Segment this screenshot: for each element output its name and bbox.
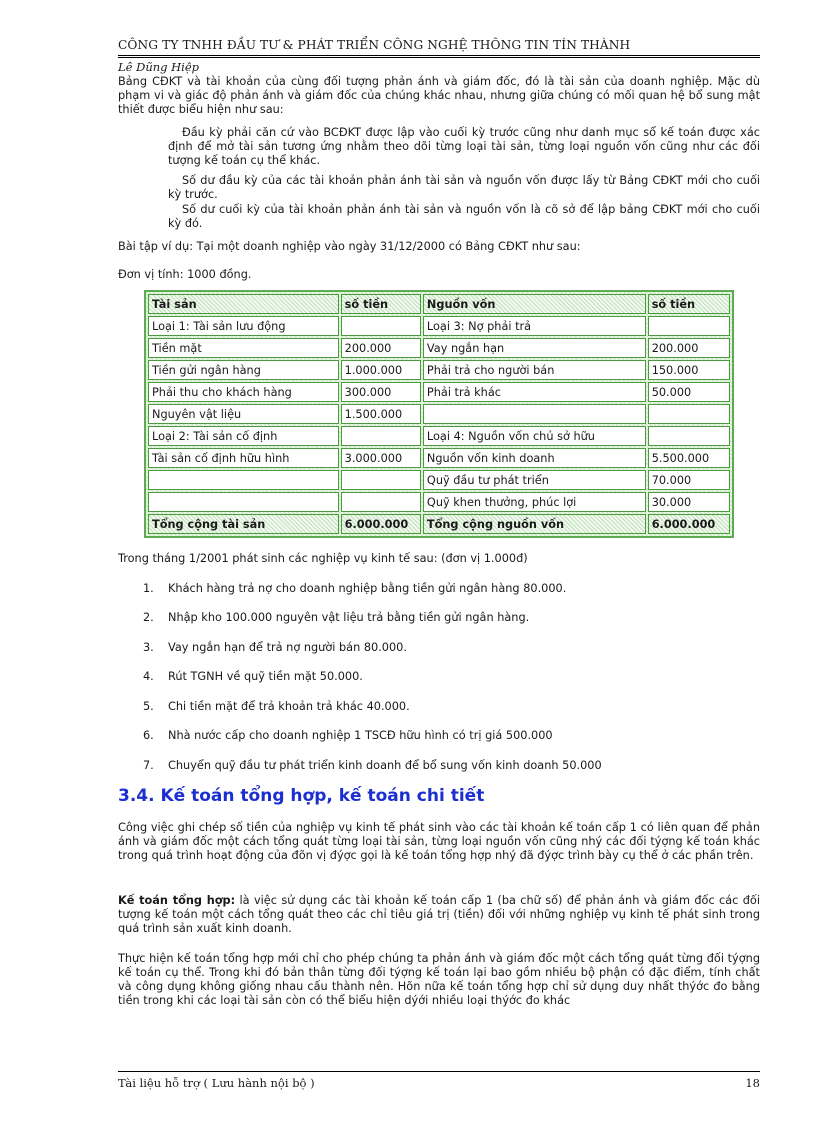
list-item [143, 729, 553, 743]
list-item [143, 700, 410, 714]
transactions-intro: Trong tháng 1/2001 phát sinh các nghiệp vụ kinh tế sau: (đơn vị 1.000đ) [118, 552, 528, 565]
list-item-number: 3. [143, 641, 154, 654]
header-cell: số tiền [648, 294, 730, 314]
list-item-number: 5. [143, 700, 154, 713]
header-cell: Nguồn vốn [423, 294, 646, 314]
list-item [143, 611, 529, 625]
table-cell [341, 492, 421, 512]
table-cell [341, 470, 421, 490]
table-cell: Phải thu cho khách hàng [148, 382, 339, 402]
table-cell: Phải trả cho người bán [423, 360, 646, 380]
table-header-row [148, 294, 730, 314]
page-number: 18 [745, 1076, 760, 1090]
table-row [148, 448, 730, 468]
table-cell: 300.000 [341, 382, 421, 402]
table-row [148, 338, 730, 358]
table-cell [648, 316, 730, 336]
list-item-text: Nhà nước cấp cho doanh nghiệp 1 TSCĐ hữu hình có trị giá 500.000 [168, 729, 553, 742]
table-cell: Tiền mặt [148, 338, 339, 358]
table-cell: 70.000 [648, 470, 730, 490]
list-item-text: Vay ngắn hạn để trả nợ người bán 80.000. [168, 641, 407, 654]
table-cell [423, 404, 646, 424]
total-cell: Tổng cộng tài sản [148, 514, 339, 534]
table-row [148, 470, 730, 490]
header-rule [118, 55, 760, 58]
table-cell [648, 404, 730, 424]
list-item-text: Chuyển quỹ đầu tư phát triển kinh doanh để bổ sung vốn kinh doanh 50.000 [168, 759, 602, 772]
table-cell: 1.000.000 [341, 360, 421, 380]
page-footer [118, 1076, 760, 1090]
section-paragraph-2-term: Kế toán tổng hợp: [118, 894, 236, 907]
section-paragraph-2-text: là việc sử dụng các tài khoản kế toán cấp 1 (ba chữ số) để phản ánh và giám đốc các đối tượng kế toán một cách tổng quát theo các chỉ tiêu giá trị (tiền) đối với những nghiệp vụ kinh tế phát sinh trong quá trình sản xuất kinh doanh. [118, 894, 760, 935]
example-intro: Bài tập ví dụ: Tại một doanh nghiệp vào ngày 31/12/2000 có Bảng CĐKT như sau: [118, 240, 581, 253]
table-total-row [148, 514, 730, 534]
relation-item-1-text: Đầu kỳ phải căn cứ vào BCĐKT được lập vào cuối kỳ trước cũng như danh mục sổ kế toán được xác định để mở tài sản tương ứng nhằm theo dõi từng loại tài sản, từng loại nguồn vốn cũng như các đối tượng kế toán cụ thể khác. [168, 126, 760, 167]
table-cell: Loại 2: Tài sản cố định [148, 426, 339, 446]
section-paragraph-2 [118, 894, 760, 936]
table-cell: Tài sản cố định hữu hình [148, 448, 339, 468]
relation-item-1 [168, 126, 760, 168]
table-cell: 200.000 [648, 338, 730, 358]
intro-paragraph: Bảng CĐKT và tài khoản của cùng đối tượng phản ánh và giám đốc, đó là tài sản của doanh nghiệp. Mặc dù phạm vi và giác độ phản ánh và giám đốc của chúng khác nhau, nhưng giữa chúng có mối quan hệ bổ sung mật thiết được biểu hiện như sau: [118, 75, 760, 116]
table-cell: 3.000.000 [341, 448, 421, 468]
author-name: Lê Dũng Hiệp [118, 60, 200, 74]
list-item-number: 4. [143, 670, 154, 683]
relation-item-3 [168, 203, 760, 231]
list-item [143, 670, 363, 684]
page-header: CÔNG TY TNHH ĐẦU TƯ & PHÁT TRIỂN CÔNG NGHỆ THÔNG TIN TÍN THÀNH [118, 38, 631, 52]
table-row [148, 426, 730, 446]
table-cell: Nguyên vật liệu [148, 404, 339, 424]
list-item-text: Khách hàng trả nợ cho doanh nghiệp bằng tiền gửi ngân hàng 80.000. [168, 582, 567, 595]
total-cell: 6.000.000 [341, 514, 421, 534]
relation-item-2-text: Số dư đầu kỳ của các tài khoản phản ánh tài sản và nguồn vốn được lấy từ Bảng CĐKT mới cho cuối kỳ trước. [168, 174, 760, 201]
table-cell [341, 426, 421, 446]
list-item-number: 2. [143, 611, 154, 624]
table-cell: Loại 3: Nợ phải trả [423, 316, 646, 336]
list-item-number: 6. [143, 729, 154, 742]
footer-rule [118, 1071, 760, 1072]
header-cell: số tiền [341, 294, 421, 314]
list-item [143, 582, 566, 596]
table-cell: 150.000 [648, 360, 730, 380]
table-cell: 50.000 [648, 382, 730, 402]
list-item-text: Nhập kho 100.000 nguyên vật liệu trả bằng tiền gửi ngân hàng. [168, 611, 530, 624]
table-cell: Phải trả khác [423, 382, 646, 402]
table-row [148, 382, 730, 402]
list-item-text: Rút TGNH về quỹ tiền mặt 50.000. [168, 670, 363, 683]
table-cell [148, 492, 339, 512]
table-cell [341, 316, 421, 336]
header-cell: Tài sản [148, 294, 339, 314]
unit-note: Đơn vị tính: 1000 đồng. [118, 268, 252, 281]
table-cell: Quỹ khen thưởng, phúc lợi [423, 492, 646, 512]
table-cell: Loại 4: Nguồn vốn chủ sở hữu [423, 426, 646, 446]
total-cell: 6.000.000 [648, 514, 730, 534]
relation-item-2 [168, 174, 760, 202]
total-cell: Tổng cộng nguồn vốn [423, 514, 646, 534]
balance-sheet-table [144, 290, 734, 538]
relation-item-3-text: Số dư cuối kỳ của tài khoản phản ánh tài sản và nguồn vốn là cõ sở để lập bảng CĐKT mới cho cuối kỳ đó. [168, 203, 760, 230]
table-row [148, 492, 730, 512]
table-cell: 1.500.000 [341, 404, 421, 424]
section-paragraph-1: Công việc ghi chép số tiền của nghiệp vụ kinh tế phát sinh vào các tài khoản kế toán cấp 1 có liên quan để phản ánh và giám đốc một cách tổng quát từng loại tài sản, từng loại nguồn vốn cũng nhý các đối týợng kế toán khác trong quá trình hoạt động của đõn vị đýợc gọi là kế toán tổng hợp nhý đã đýợc trình bày cụ thể ở các phần trên. [118, 821, 760, 862]
list-item-number: 7. [143, 759, 154, 772]
table-cell: Tiền gửi ngân hàng [148, 360, 339, 380]
table-cell: 30.000 [648, 492, 730, 512]
footer-note: Tài liệu hỗ trợ ( Lưu hành nội bộ ) [118, 1076, 315, 1090]
table-cell: Loại 1: Tài sản lưu động [148, 316, 339, 336]
list-item [143, 759, 602, 773]
table-cell: Vay ngắn hạn [423, 338, 646, 358]
section-paragraph-3: Thực hiện kế toán tổng hợp mới chỉ cho phép chúng ta phản ánh và giám đốc một cách tổng quát từng đối týợng kế toán cụ thể. Trong khi đó bản thân từng đối týợng kế toán lại bao gồm nhiều bộ phận có đặc điểm, tính chất và công dụng không giống nhau cấu thành nên. Hõn nữa kế toán tổng hợp chỉ sử dụng duy nhất thýớc đo bằng tiền trong khi các loại tài sản còn có thể biểu hiện dýới nhiều loại thýớc đo khác [118, 952, 760, 1007]
table-cell: Nguồn vốn kinh doanh [423, 448, 646, 468]
table-row [148, 316, 730, 336]
section-heading: 3.4. Kế toán tổng hợp, kế toán chi tiết [118, 786, 485, 806]
table-cell [648, 426, 730, 446]
list-item-number: 1. [143, 582, 154, 595]
table-cell [148, 470, 339, 490]
list-item-text: Chi tiền mặt để trả khoản trả khác 40.000. [168, 700, 410, 713]
table-cell: 200.000 [341, 338, 421, 358]
table-cell: Quỹ đầu tư phát triển [423, 470, 646, 490]
table-row [148, 404, 730, 424]
table-row [148, 360, 730, 380]
table-cell: 5.500.000 [648, 448, 730, 468]
list-item [143, 641, 407, 655]
